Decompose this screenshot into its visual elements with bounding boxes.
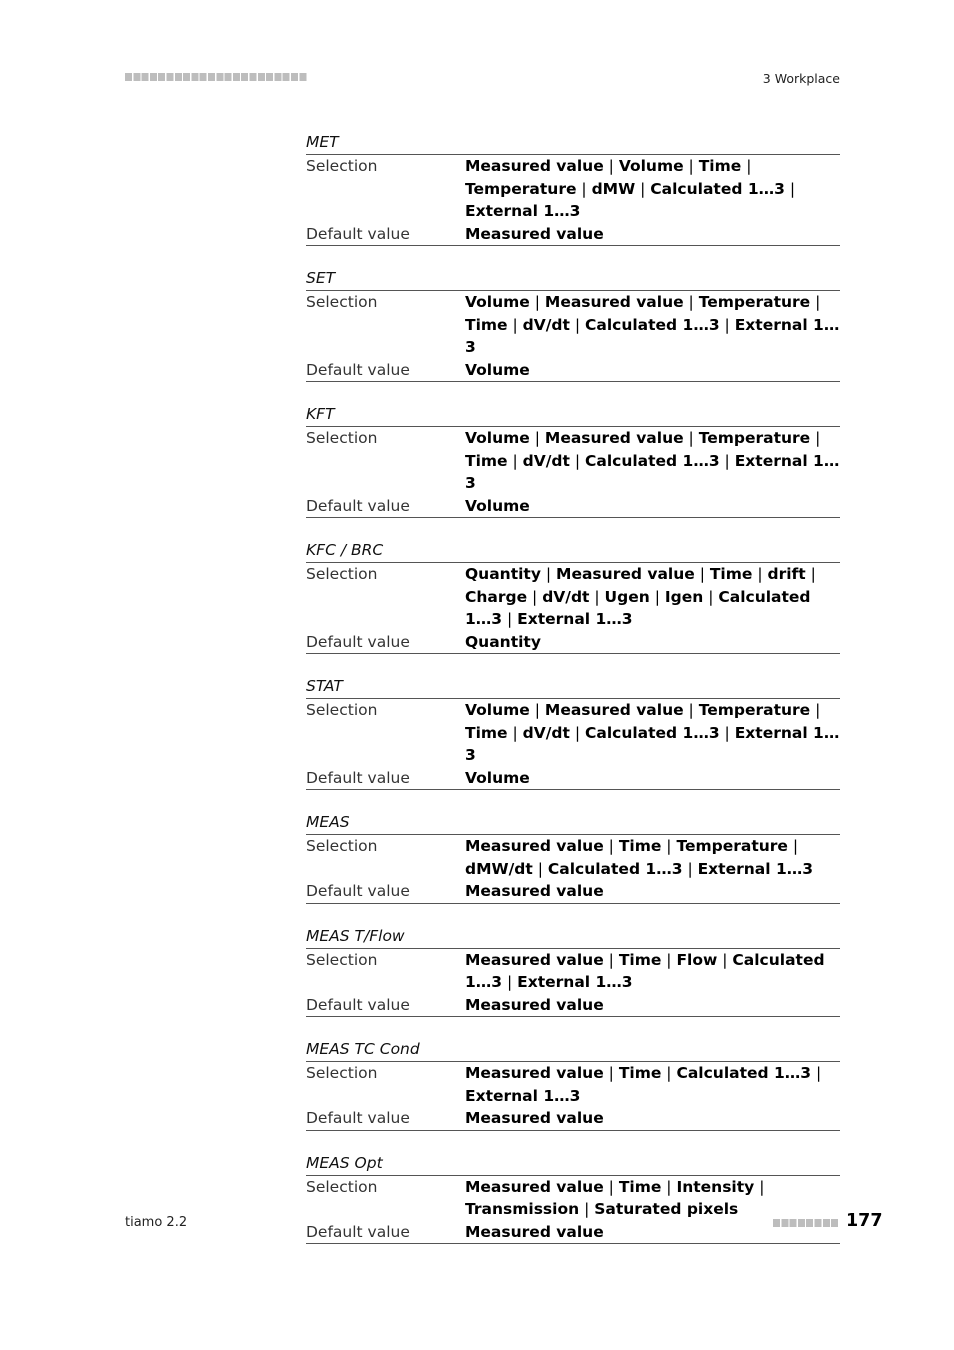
separator: | xyxy=(805,565,816,583)
separator: | xyxy=(529,293,545,311)
separator: | xyxy=(649,587,665,606)
separator: | xyxy=(603,950,619,969)
selection-row xyxy=(306,291,840,359)
section-title: KFC / BRC xyxy=(306,538,840,563)
default-label: Default value xyxy=(306,496,410,515)
selection-option: Calculated 1…3 xyxy=(465,950,825,991)
section-title: KFT xyxy=(306,402,840,427)
selection-label: Selection xyxy=(306,950,378,969)
selection-row xyxy=(306,155,840,223)
selection-label: Selection xyxy=(306,429,378,447)
selection-option: External 1…3 xyxy=(517,610,633,628)
selection-option: dV/dt xyxy=(522,451,570,470)
selection-label: Selection xyxy=(306,1177,378,1196)
default-value: Measured value xyxy=(465,1222,604,1241)
section-title: MEAS Opt xyxy=(306,1151,840,1176)
selection-option: Saturated pixels xyxy=(594,1200,739,1218)
separator: | xyxy=(719,315,735,334)
default-value: Measured value xyxy=(465,995,604,1014)
selection-option: Time xyxy=(618,1177,662,1196)
footer-decoration xyxy=(773,1219,839,1227)
separator: | xyxy=(635,179,651,198)
selection-values xyxy=(465,835,840,880)
selection-option: Measured value xyxy=(544,293,684,311)
parameter-section xyxy=(306,266,840,382)
separator: | xyxy=(589,587,605,606)
separator: | xyxy=(694,565,710,583)
default-label: Default value xyxy=(306,882,410,900)
section-title: MEAS TC Cond xyxy=(306,1037,840,1062)
selection-option: dV/dt xyxy=(522,315,570,334)
default-value: Measured value xyxy=(465,882,604,900)
selection-option: Temperature xyxy=(698,429,811,447)
selection-option: Quantity xyxy=(465,565,541,583)
page-number: 177 xyxy=(846,1211,883,1231)
parameter-section xyxy=(306,130,840,246)
default-value: Volume xyxy=(465,496,530,515)
separator: | xyxy=(603,157,619,175)
separator: | xyxy=(569,451,585,470)
selection-option: Calculated 1…3 xyxy=(650,179,785,198)
selection-option: Measured value xyxy=(465,950,604,969)
separator: | xyxy=(529,701,545,719)
parameter-section xyxy=(306,674,840,790)
separator: | xyxy=(683,293,699,311)
selection-option: Time xyxy=(618,1064,662,1082)
chapter-heading: 3 Workplace xyxy=(762,71,840,86)
selection-option: Charge xyxy=(465,587,528,606)
separator: | xyxy=(603,1064,619,1082)
selection-option: Volume xyxy=(618,157,684,175)
separator: | xyxy=(569,315,585,334)
selection-values xyxy=(465,699,840,767)
separator: | xyxy=(683,701,699,719)
selection-row xyxy=(306,1176,840,1221)
selection-option: Time xyxy=(465,315,508,334)
selection-option: dMW/dt xyxy=(465,859,533,878)
selection-option: Time xyxy=(618,950,662,969)
selection-option: Measured value xyxy=(544,429,684,447)
separator: | xyxy=(661,950,677,969)
separator: | xyxy=(661,1177,677,1196)
separator: | xyxy=(569,723,585,742)
selection-option: dV/dt xyxy=(542,587,590,606)
default-value: Volume xyxy=(465,360,530,379)
default-value: Quantity xyxy=(465,632,541,651)
selection-option: Temperature xyxy=(465,179,577,198)
separator: | xyxy=(683,157,699,175)
selection-option: Transmission xyxy=(465,1200,580,1218)
selection-option: Temperature xyxy=(698,293,811,311)
selection-values xyxy=(465,1176,840,1221)
separator: | xyxy=(540,565,557,583)
default-row xyxy=(306,631,840,655)
selection-option: Measured value xyxy=(556,565,695,583)
separator: | xyxy=(507,315,523,334)
separator: | xyxy=(810,701,821,719)
parameter-list xyxy=(306,130,840,1264)
parameter-section xyxy=(306,538,840,654)
selection-row xyxy=(306,835,840,880)
selection-option: External 1…3 xyxy=(517,973,633,991)
selection-option: Time xyxy=(465,723,508,742)
selection-option: External 1…3 xyxy=(465,202,581,220)
separator: | xyxy=(603,837,619,855)
section-title: MEAS T/Flow xyxy=(306,924,840,949)
selection-option: Measured value xyxy=(544,701,684,719)
default-row xyxy=(306,767,840,791)
selection-option: dMW xyxy=(591,179,636,198)
selection-row xyxy=(306,563,840,631)
selection-option: Igen xyxy=(664,587,704,606)
separator: | xyxy=(703,587,719,606)
separator: | xyxy=(576,179,592,198)
selection-option: Measured value xyxy=(465,157,604,175)
selection-option: External 1…3 xyxy=(465,315,840,356)
section-title: SET xyxy=(306,266,840,291)
selection-option: Ugen xyxy=(604,587,650,606)
selection-label: Selection xyxy=(306,565,378,583)
selection-option: Volume xyxy=(465,701,530,719)
selection-option: Time xyxy=(618,837,662,855)
separator: | xyxy=(529,429,545,447)
selection-option: External 1…3 xyxy=(465,723,840,764)
selection-row xyxy=(306,1062,840,1107)
selection-row xyxy=(306,699,840,767)
selection-option: Flow xyxy=(676,950,718,969)
selection-row xyxy=(306,949,840,994)
selection-option: Measured value xyxy=(465,1177,604,1196)
default-label: Default value xyxy=(306,1222,410,1241)
separator: | xyxy=(784,179,796,198)
selection-option: Calculated 1…3 xyxy=(547,859,683,878)
separator: | xyxy=(579,1200,595,1218)
separator: | xyxy=(752,565,768,583)
default-value: Measured value xyxy=(465,1109,604,1127)
default-row xyxy=(306,495,840,519)
selection-values xyxy=(465,155,840,223)
default-row xyxy=(306,223,840,247)
selection-option: Time xyxy=(465,451,508,470)
selection-option: External 1…3 xyxy=(697,859,814,878)
selection-option: Volume xyxy=(465,429,530,447)
default-label: Default value xyxy=(306,995,410,1014)
separator: | xyxy=(754,1177,765,1196)
separator: | xyxy=(810,429,821,447)
separator: | xyxy=(719,451,735,470)
selection-option: Temperature xyxy=(698,701,811,719)
default-row xyxy=(306,1221,840,1245)
selection-option: Calculated 1…3 xyxy=(676,1064,812,1082)
selection-label: Selection xyxy=(306,157,378,175)
separator: | xyxy=(683,429,699,447)
selection-values xyxy=(465,563,840,631)
selection-option: Calculated 1…3 xyxy=(584,451,720,470)
separator: | xyxy=(507,723,523,742)
default-label: Default value xyxy=(306,360,410,379)
separator: | xyxy=(717,950,733,969)
parameter-section xyxy=(306,1151,840,1245)
selection-values xyxy=(465,1062,840,1107)
separator: | xyxy=(502,610,518,628)
selection-option: Time xyxy=(698,157,742,175)
separator: | xyxy=(502,973,518,991)
default-label: Default value xyxy=(306,632,410,651)
selection-option: Calculated 1…3 xyxy=(465,587,811,628)
separator: | xyxy=(661,837,677,855)
parameter-section xyxy=(306,924,840,1018)
parameter-section xyxy=(306,402,840,518)
parameter-section xyxy=(306,1037,840,1131)
separator: | xyxy=(527,587,543,606)
separator: | xyxy=(810,293,821,311)
selection-option: Calculated 1…3 xyxy=(584,315,720,334)
selection-values xyxy=(465,291,840,359)
selection-option: Intensity xyxy=(676,1177,755,1196)
separator: | xyxy=(603,1177,619,1196)
separator: | xyxy=(811,1064,822,1082)
separator: | xyxy=(741,157,752,175)
default-row xyxy=(306,994,840,1018)
separator: | xyxy=(787,837,799,855)
selection-option: Measured value xyxy=(465,837,604,855)
default-label: Default value xyxy=(306,224,410,243)
selection-values xyxy=(465,949,840,994)
selection-label: Selection xyxy=(306,837,378,855)
default-row xyxy=(306,359,840,383)
selection-option: drift xyxy=(767,565,806,583)
selection-option: Time xyxy=(709,565,753,583)
selection-label: Selection xyxy=(306,701,378,719)
default-value: Measured value xyxy=(465,224,604,243)
footer-product: tiamo 2.2 xyxy=(125,1215,188,1230)
selection-row xyxy=(306,427,840,495)
default-value: Volume xyxy=(465,768,530,787)
section-title: MEAS xyxy=(306,810,840,835)
separator: | xyxy=(719,723,735,742)
selection-values xyxy=(465,427,840,495)
header-decoration xyxy=(125,73,307,81)
default-row xyxy=(306,880,840,904)
selection-option: Measured value xyxy=(465,1064,604,1082)
default-label: Default value xyxy=(306,768,410,787)
selection-option: dV/dt xyxy=(522,723,570,742)
section-title: STAT xyxy=(306,674,840,699)
default-label: Default value xyxy=(306,1109,410,1127)
selection-label: Selection xyxy=(306,293,378,311)
selection-option: External 1…3 xyxy=(465,1086,581,1105)
separator: | xyxy=(682,859,698,878)
selection-option: Calculated 1…3 xyxy=(584,723,720,742)
separator: | xyxy=(507,451,523,470)
parameter-section xyxy=(306,810,840,904)
separator: | xyxy=(661,1064,677,1082)
separator: | xyxy=(532,859,548,878)
selection-option: External 1…3 xyxy=(465,451,840,492)
selection-option: Volume xyxy=(465,293,530,311)
default-row xyxy=(306,1107,840,1131)
selection-label: Selection xyxy=(306,1064,378,1082)
section-title: MET xyxy=(306,130,840,155)
selection-option: Temperature xyxy=(676,837,788,855)
